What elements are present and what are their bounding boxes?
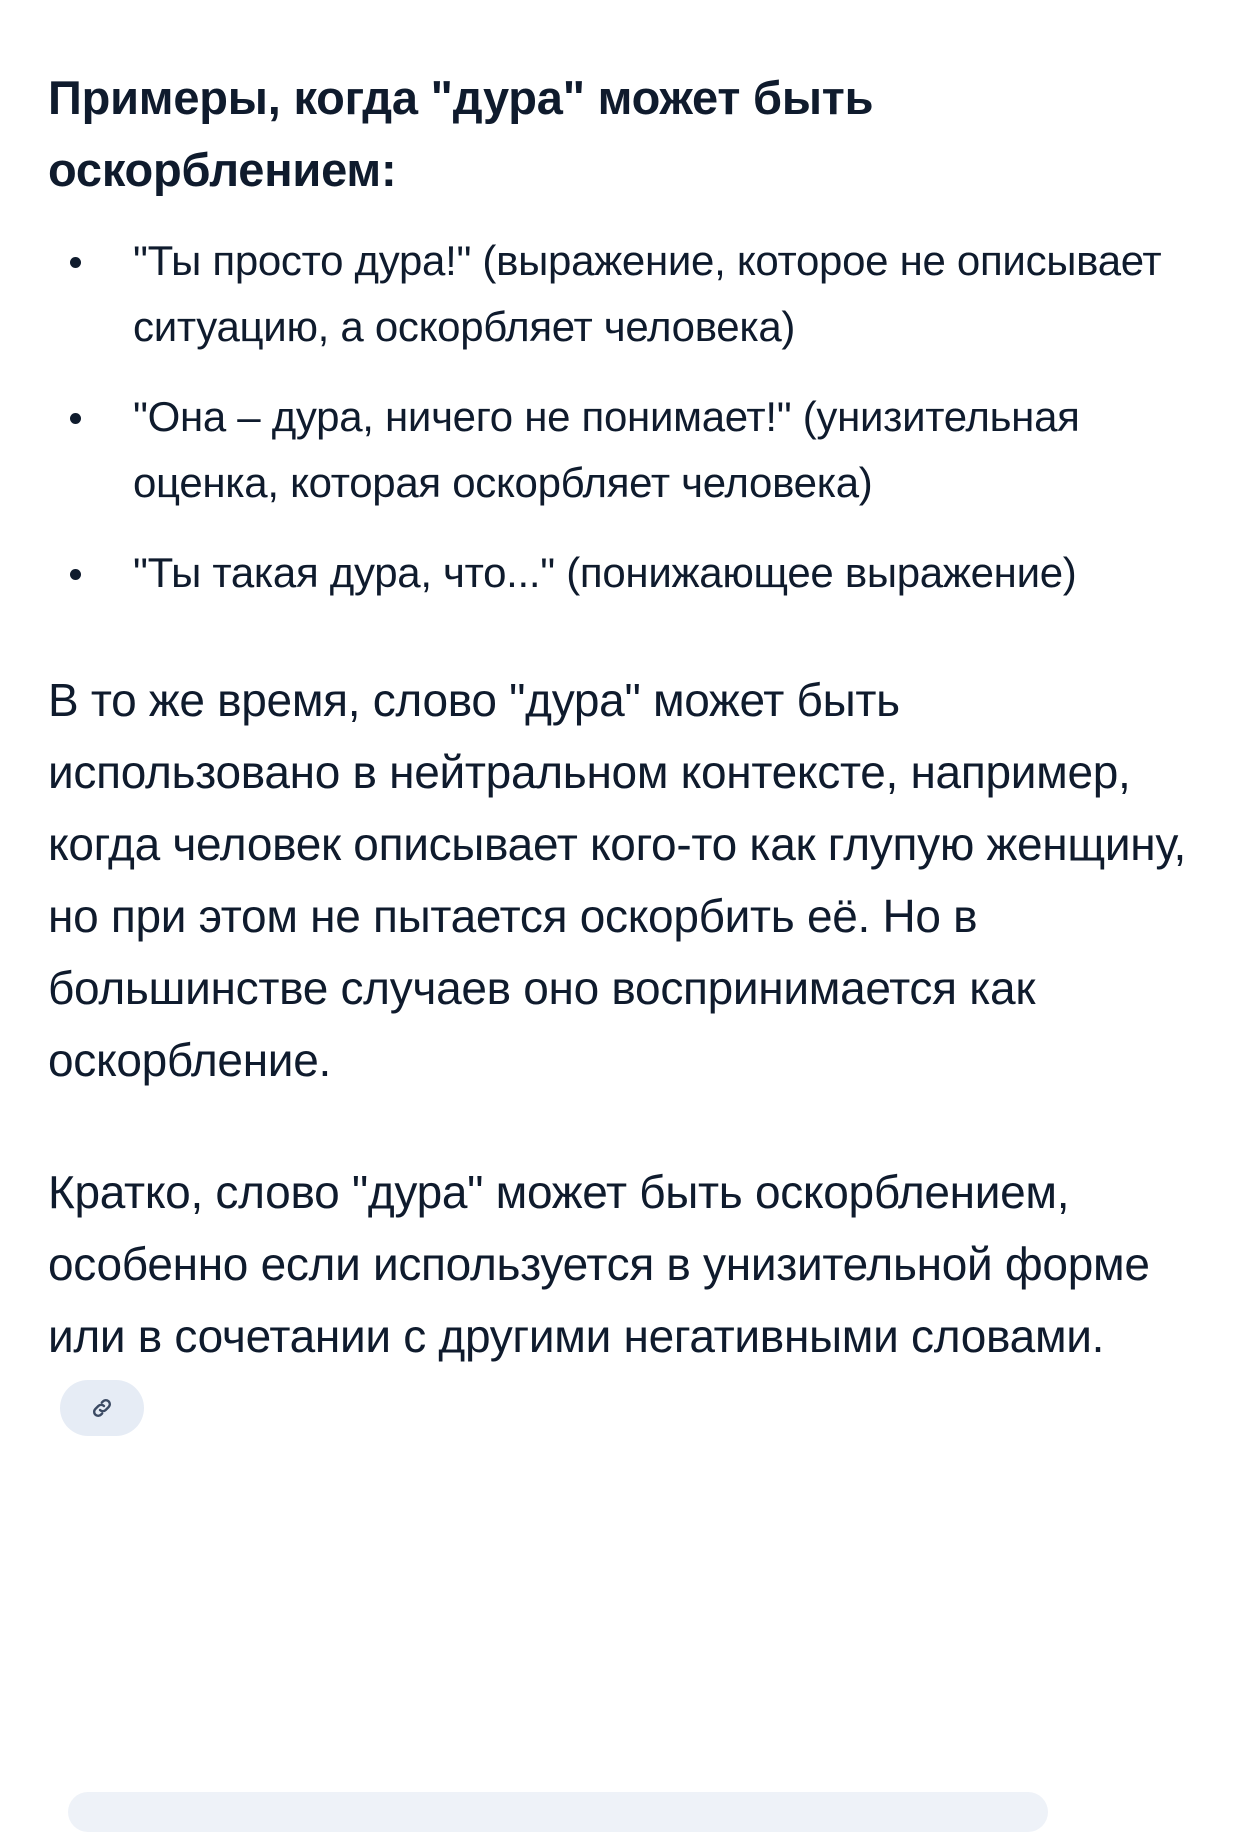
list-item [48, 228, 1198, 360]
summary-text: Кратко, слово "дура" может быть оскорблением, особенно если используется в унизительной форме или в сочетании с другими негативными словами. [48, 1166, 1150, 1362]
bullet-dot-icon [70, 413, 81, 424]
assistant-message [48, 62, 1198, 1444]
bullet-dot-icon [70, 257, 81, 268]
list-item-text: "Она – дура, ничего не понимает!" (унизительная оценка, которая оскорбляет человека) [133, 393, 1080, 506]
list-item [48, 540, 1198, 606]
source-link-button[interactable] [60, 1380, 144, 1436]
list-item-text: "Ты просто дура!" (выражение, которое не описывает ситуацию, а оскорбляет человека) [133, 237, 1162, 350]
section-heading: Примеры, когда "дура" может быть оскорблением: [48, 71, 874, 196]
list-item-text: "Ты такая дура, что..." (понижающее выражение) [133, 549, 1077, 596]
bullet-dot-icon [70, 569, 81, 580]
examples-list [48, 228, 1198, 606]
paragraph-neutral-context: В то же время, слово "дура" может быть использовано в нейтральном контексте, например, когда человек описывает кого-то как глупую женщину, но при этом не пытается оскорбить её. Но в большинстве случаев оно воспринимается как оскорбление. [48, 674, 1186, 1086]
paragraph-summary [48, 1156, 1198, 1444]
list-item [48, 384, 1198, 516]
link-icon [90, 1396, 114, 1420]
composer-bar-edge [68, 1792, 1048, 1832]
